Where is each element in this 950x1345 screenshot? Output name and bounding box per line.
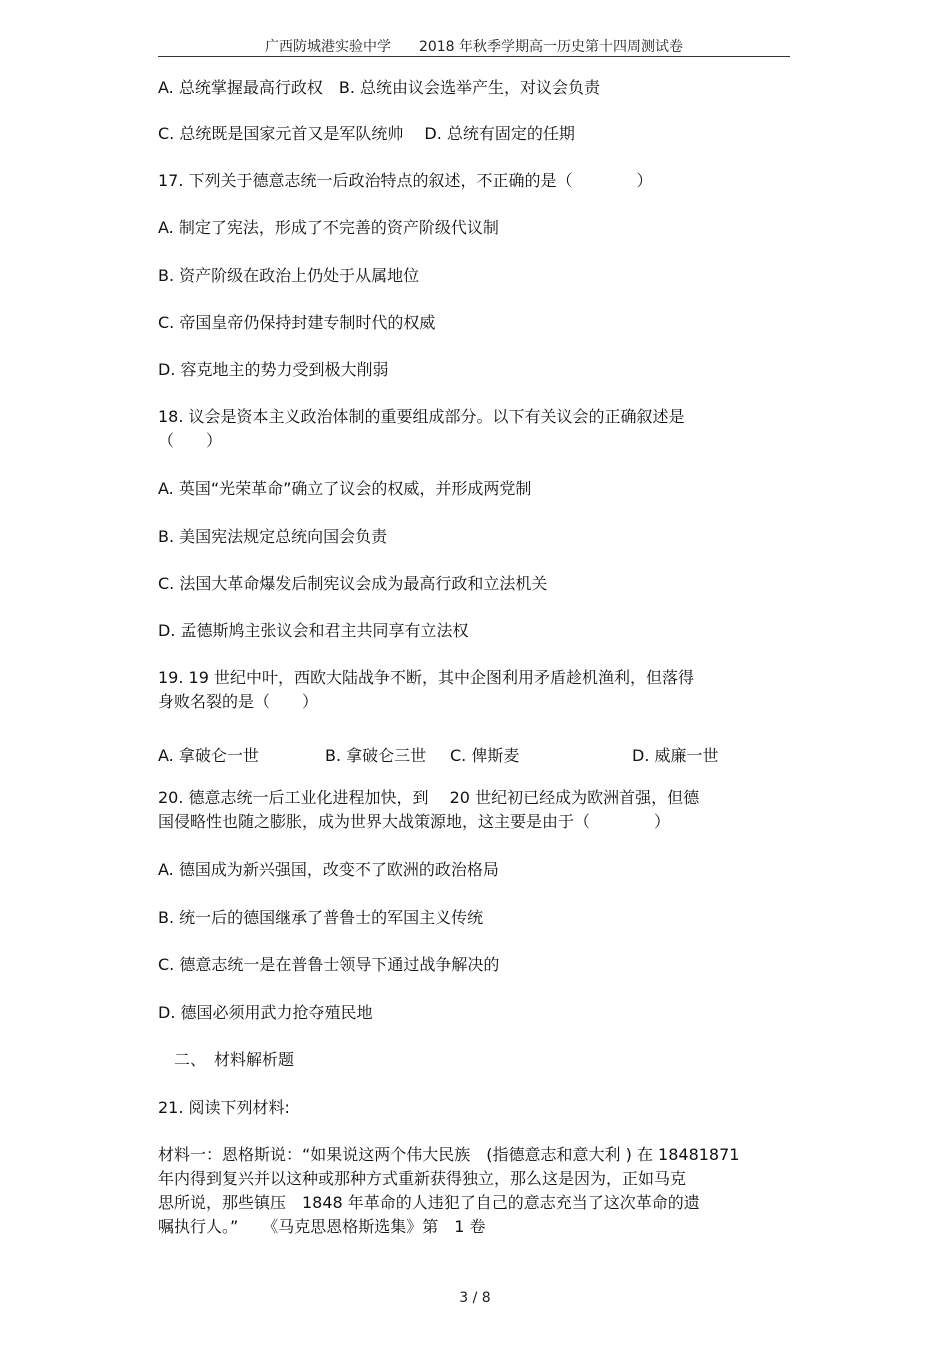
q19-stem-line2: 身败名裂的是（ ）	[158, 692, 319, 711]
q20-option-c: C. 德意志统一是在普鲁士领导下通过战争解决的	[158, 955, 500, 974]
header-divider	[158, 56, 790, 57]
q18-stem-line2: （ ）	[158, 431, 223, 450]
q18-option-c: C. 法国大革命爆发后制宪议会成为最高行政和立法机关	[158, 574, 548, 593]
q16-options-ab: A. 总统掌握最高行政权 B. 总统由议会选举产生，对议会负责	[158, 78, 600, 97]
q20-stem-line2: 国侵略性也随之膨胀，成为世界大战策源地，这主要是由于（ ）	[158, 812, 671, 831]
q19-option-b: B. 拿破仑三世	[325, 746, 427, 765]
q20-stem-line1: 20. 德意志统一后工业化进程加快，到 20 世纪初已经成为欧洲首强，但德	[158, 788, 700, 807]
q17-stem: 17. 下列关于德意志统一后政治特点的叙述，不正确的是（ ）	[158, 171, 653, 190]
material-1-line2: 年内得到复兴并以这种或那种方式重新获得独立，那么这是因为，正如马克	[158, 1169, 687, 1188]
q16-options-cd: C. 总统既是国家元首又是军队统帅 D. 总统有固定的任期	[158, 124, 575, 143]
q17-option-a: A. 制定了宪法，形成了不完善的资产阶级代议制	[158, 218, 499, 237]
q18-stem-line1: 18. 议会是资本主义政治体制的重要组成部分。以下有关议会的正确叙述是	[158, 407, 685, 426]
q21-stem: 21. 阅读下列材料:	[158, 1098, 290, 1117]
q17-option-c: C. 帝国皇帝仍保持封建专制时代的权威	[158, 313, 436, 332]
q18-option-a: A. 英国“光荣革命”确立了议会的权威，并形成两党制	[158, 479, 532, 498]
page-header: 广西防城港实验中学 2018 年秋季学期高一历史第十四周测试卷	[264, 39, 684, 55]
q20-option-a: A. 德国成为新兴强国，改变不了欧洲的政治格局	[158, 860, 499, 879]
q19-option-d: D. 威廉一世	[632, 746, 719, 765]
material-1-line1: 材料一：恩格斯说：“如果说这两个伟大民族 (指德意志和意大利 ) 在 18481871	[158, 1145, 740, 1164]
q18-option-d: D. 孟德斯鸠主张议会和君主共同享有立法权	[158, 621, 469, 640]
q19-stem-line1: 19. 19 世纪中叶，西欧大陆战争不断，其中企图利用矛盾趁机渔利，但落得	[158, 668, 694, 687]
q20-option-b: B. 统一后的德国继承了普鲁士的军国主义传统	[158, 908, 484, 927]
q17-option-d: D. 容克地主的势力受到极大削弱	[158, 360, 389, 379]
q19-option-c: C. 俾斯麦	[450, 746, 520, 765]
material-1-line4: 嘱执行人。” 《马克思恩格斯选集》第 1 卷	[158, 1217, 486, 1236]
material-1-line3: 思所说，那些镇压 1848 年革命的人违犯了自己的意志充当了这次革命的遗	[158, 1193, 700, 1212]
section-heading: 二、 材料解析题	[158, 1050, 295, 1069]
q17-option-b: B. 资产阶级在政治上仍处于从属地位	[158, 266, 420, 285]
q20-option-d: D. 德国必须用武力抢夺殖民地	[158, 1003, 373, 1022]
q19-option-a: A. 拿破仑一世	[158, 746, 259, 765]
q18-option-b: B. 美国宪法规定总统向国会负责	[158, 527, 388, 546]
page-number: 3 / 8	[459, 1290, 491, 1306]
